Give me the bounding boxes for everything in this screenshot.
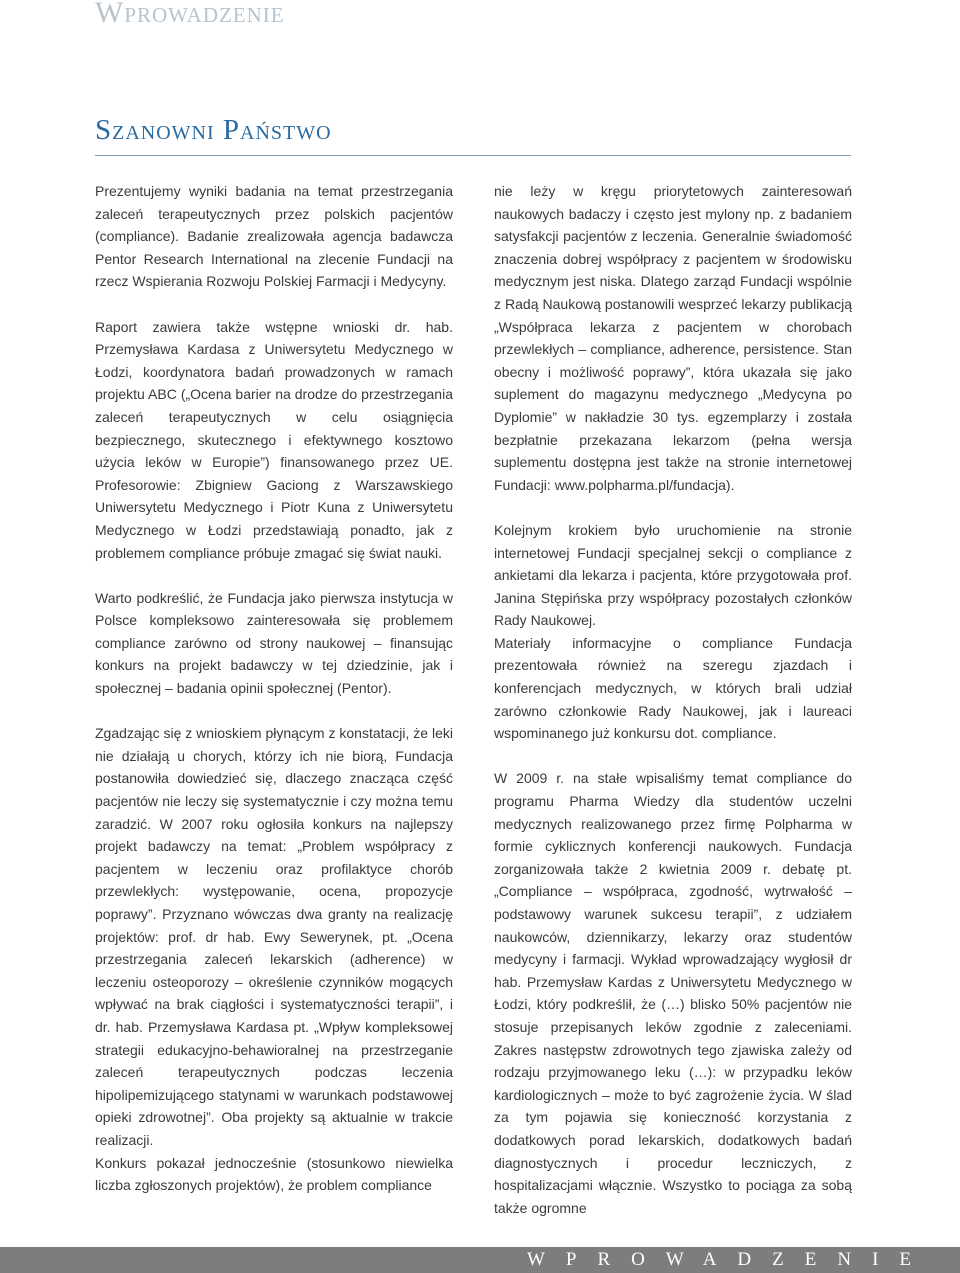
paragraph: Kolejnym krokiem było uruchomienie na stronie internetowej Fundacji specjalnej sekcji o compliance z ankietami dla lekarza i pacjenta, które przygotowała prof. Janina Stępińska przy współpracy pozostałych członków Rady Naukowej. [494, 521, 852, 629]
title-divider [95, 155, 851, 156]
section-title: Szanowni Państwo [95, 114, 332, 146]
paragraph: Raport zawiera także wstępne wnioski dr. hab. Przemysława Kardasa z Uniwersytetu Medycznego w Łodzi, koordynatora badań prowadzonych w ramach projektu ABC („Ocena barier na drodze do przestrzegania zaleceń terapeutycznych w celu osiągnięcia bezpiecznego, skutecznego i efektywnego kosztowo użycia leków w Europie”) finansowanego przez UE. Profesorowie: Zbigniew Gaciong z Warszawskiego Uniwersytetu Medycznego i Piotr Kuna z Uniwersytetu Medycznego w Łodzi przedstawiają ponadto, jak z problemem compliance próbuje zmagać się świat nauki. [95, 318, 453, 561]
paragraph: Zgadzając się z wnioskiem płynącym z konstatacji, że leki nie działają u chorych, którzy ich nie biorą, Fundacja postanowiła dowiedzieć się, dlaczego znacząca część pacjentów nie leczy się systematycznie i czy można temu zaradzić. W 2007 roku ogłosiła konkurs na najlepszy projekt badawczy na temat: „Problem współpracy z pacjentem w leczeniu oraz profilaktyce chorób przewlekłych: występowanie, ocena, propozycje poprawy”. Przyznano wówczas dwa granty na realizację projektów: prof. dr hab. Ewy Sewerynek, pt. „Ocena przestrzegania zaleceń lekarskich (adherence) w leczeniu osteoporozy – określenie czynników mogących wpływać na brak ciągłości i systematyczności terapii”, i dr. hab. Przemysława Kardasa pt. „Wpływ kompleksowej strategii edukacyjno-behawioralnej na przestrzeganie zaleceń terapeutycznych podczas leczenia hipolipemizującego statynami w warunkach podstawowej opieki zdrowotnej”. Oba projekty są aktualnie w trakcie realizacji. [95, 725, 453, 1148]
page-header-title: Wprowadzenie [95, 0, 285, 29]
paragraph: Prezentujemy wyniki badania na temat przestrzegania zaleceń terapeutycznych przez polskich pacjentów (compliance). Badanie zrealizowała agencja badawcza Pentor Research International na zlecenie Fundacji na rzecz Wspierania Rozwoju Polskiej Farmacji i Medycyny. [95, 183, 453, 290]
paragraph: Konkurs pokazał jednocześnie (stosunkowo niewielka liczba zgłoszonych projektów), że problem compliance [95, 1154, 453, 1194]
right-column [494, 180, 852, 1219]
paragraph: Materiały informacyjne o compliance Fundacja prezentowała również na szeregu zjazdach i konferencjach medycznych, w których brali udział zarówno członkowie Rady Naukowej, jak i laureaci wspominanego już konkursu dot. compliance. [494, 634, 852, 742]
left-column [95, 180, 453, 1197]
paragraph: W 2009 r. na stałe wpisaliśmy temat compliance do programu Pharma Wiedzy dla studentów uczelni medycznych realizowanego przez firmę Polpharma w formie cyklicznych konferencji naukowych. Fundacja zorganizowała także 2 kwietnia 2009 r. debatę pt. „Compliance – współpraca, zgodność, wytrwałość – podstawowy warunek sukcesu terapii”, z udziałem naukowców, dziennikarzy, lekarzy oraz studentów medycyny i farmacji. Wykład wprowadzający wygłosił dr hab. Przemysław Kardas z Uniwersytetu Medycznego w Łodzi, który podkreślił, że (…) blisko 50% pacjentów nie stosuje przepisanych leków zgodnie z zaleceniami. Zakres następstw zdrowotnych tego zjawiska zależy od rodzaju przyjmowanego leku (…): w przypadku leków kardiologicznych – może to być zagrożenie życia. W ślad za tym pojawia się konieczność korzystania z dodatkowych porad lekarskich, dodatkowych badań diagnostycznych i procedur leczniczych, z hospitalizacjami włącznie. Wszystko to pociąga za sobą także ogromne [494, 770, 852, 1216]
footer-bar [0, 1247, 960, 1273]
footer-label: WPROWADZENIE [526, 1249, 932, 1270]
paragraph: Warto podkreślić, że Fundacja jako pierwsza instytucja w Polsce kompleksowo zainteresowała się problemem compliance zarówno od strony naukowej – finansując konkurs na projekt badawczy w tej dziedzinie, jak i społecznej – badania opinii społecznej (Pentor). [95, 589, 453, 697]
paragraph: nie leży w kręgu priorytetowych zainteresowań naukowych badaczy i często jest mylony np. z badaniem satysfakcji pacjentów z leczenia. Generalnie świadomość znaczenia dobrej współpracy z pacjentem w środowisku medycznym jest niska. Dlatego zarząd Fundacji wspólnie z Radą Naukową postanowili wesprzeć lekarzy publikacją „Współpraca lekarza z pacjentem w chorobach przewlekłych – compliance, adherence, persistence. Stan obecny i możliwość poprawy”, która ukazała się jako suplement do magazynu medycznego „Medycyna po Dyplomie” w nakładzie 30 tys. egzemplarzy i została bezpłatnie przekazana lekarzom (pełna wersja suplementu dostępna jest także na stronie internetowej Fundacji: www.polpharma.pl/fundacja). [494, 183, 852, 493]
